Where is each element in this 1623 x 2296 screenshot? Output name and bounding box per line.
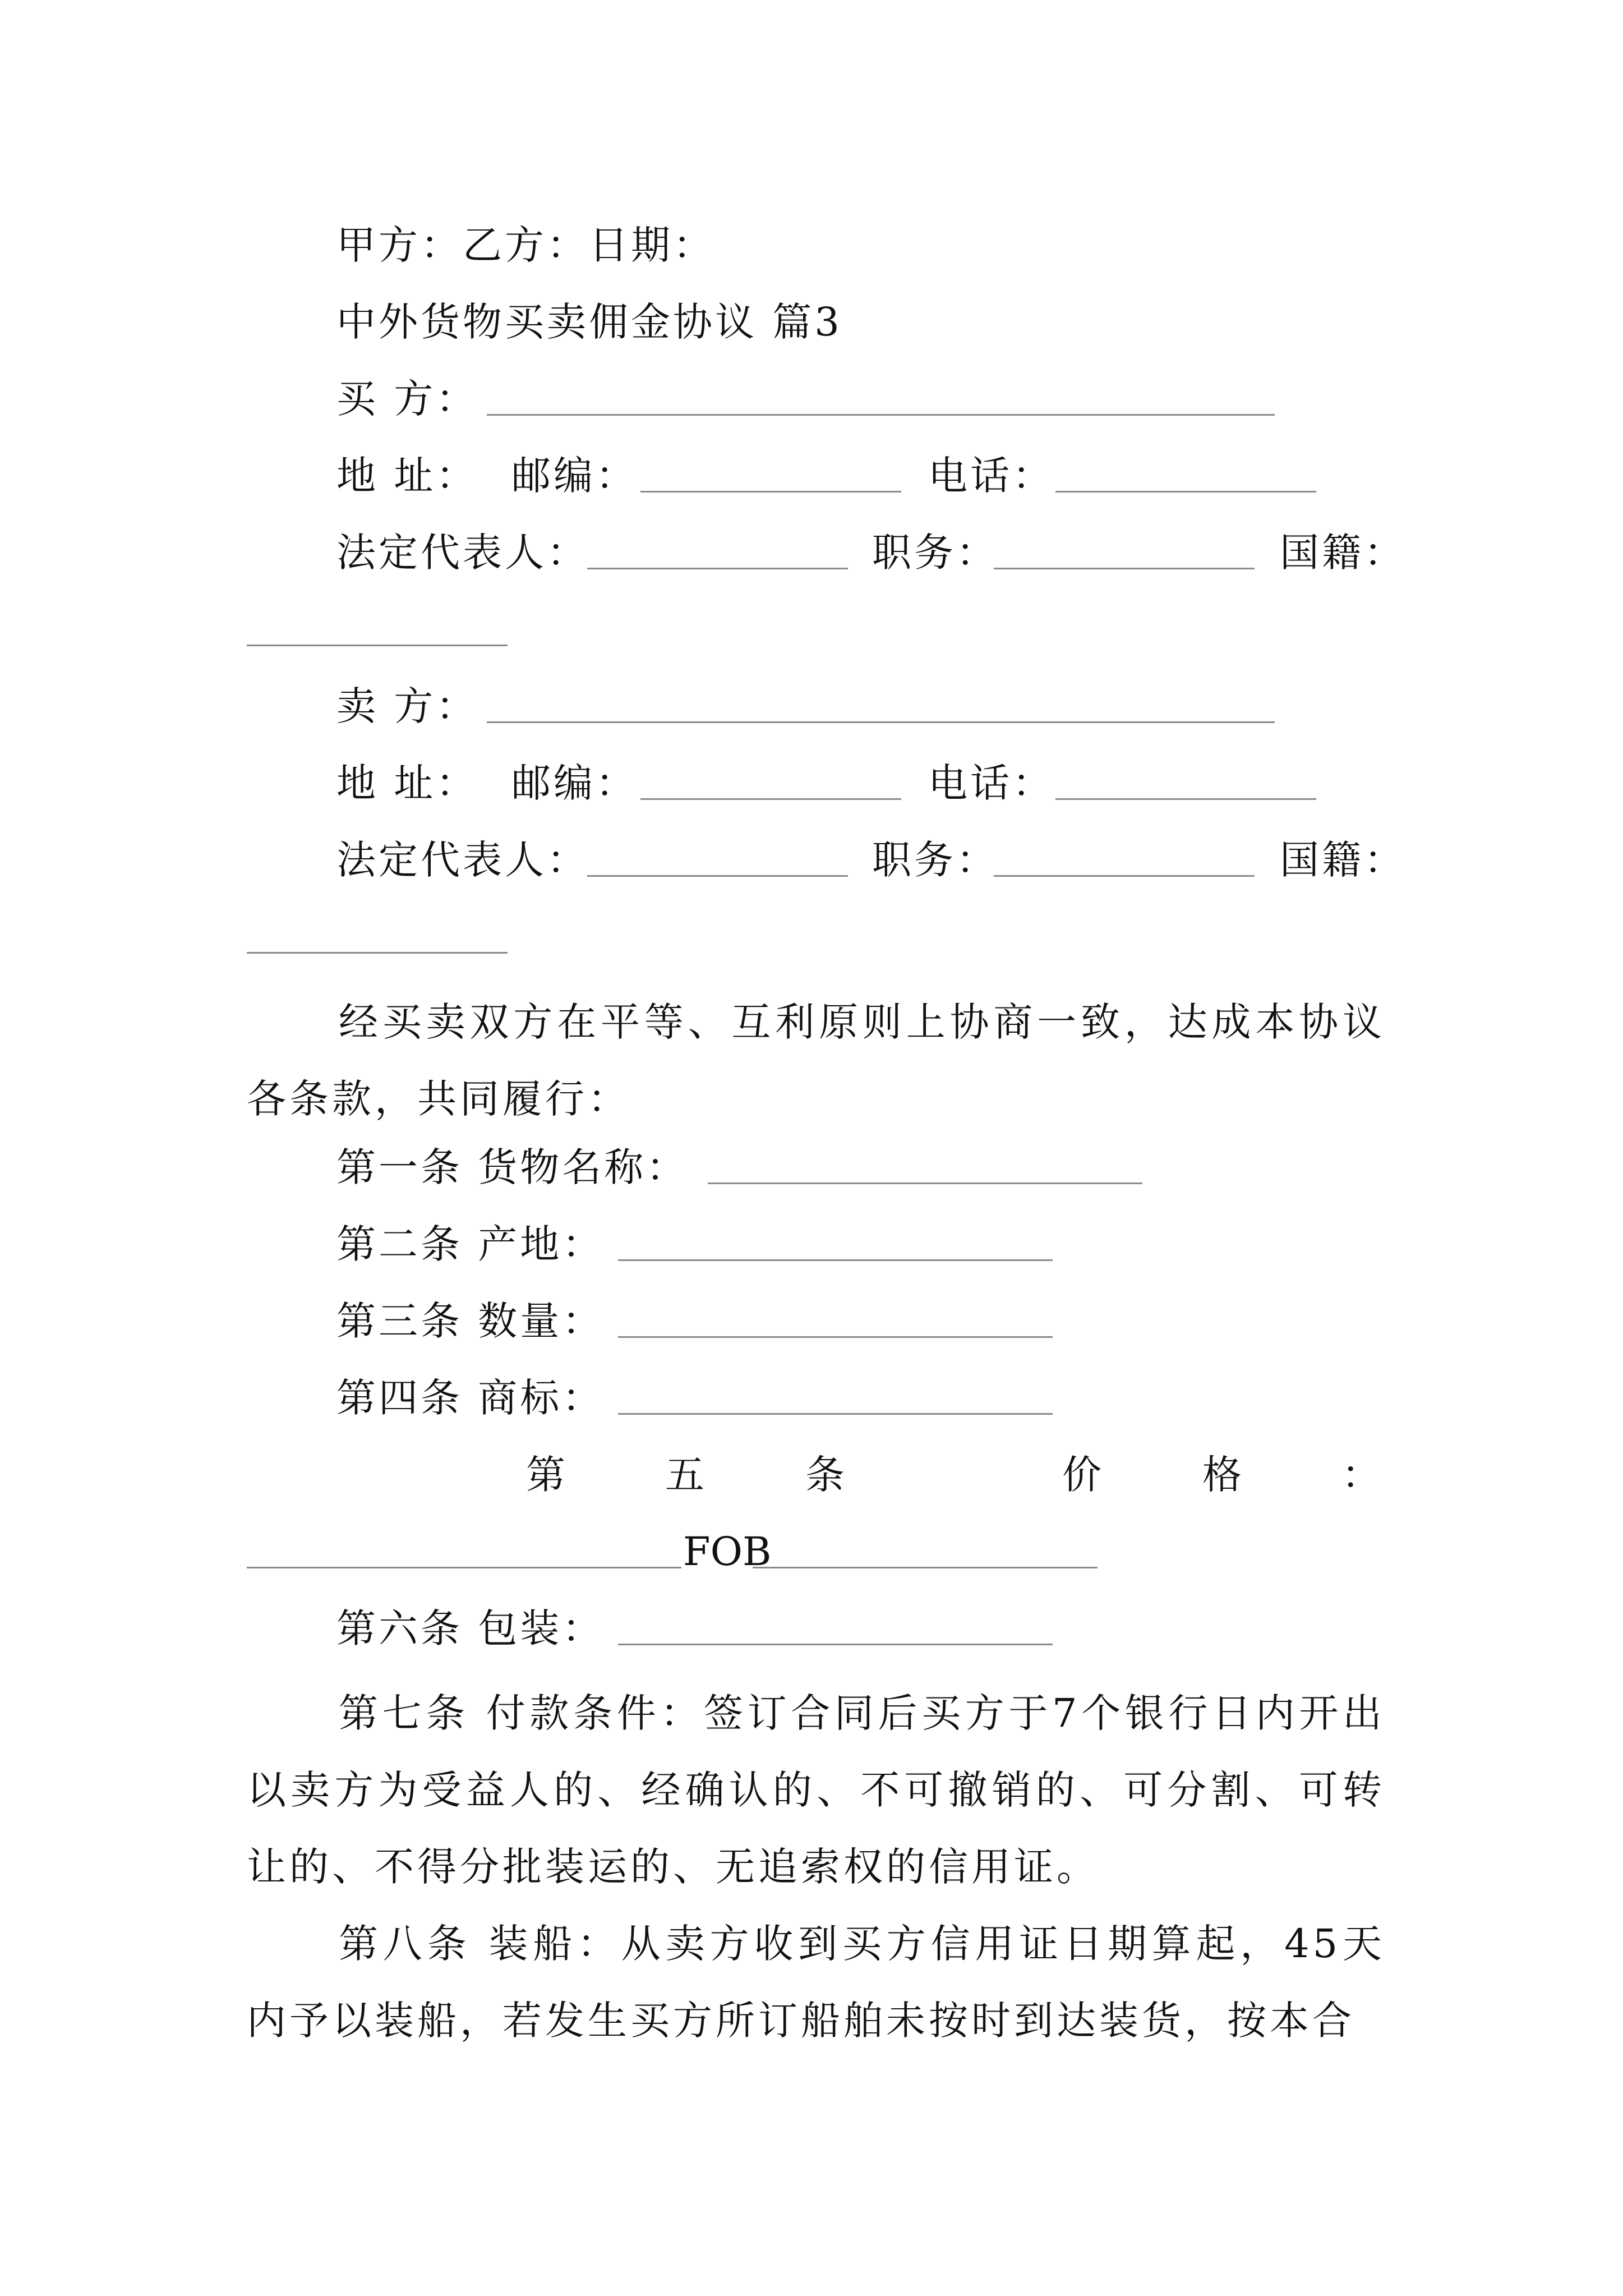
buyer-legal-rep-blank [587,568,848,569]
article-5-char: 价 [1062,1452,1101,1498]
seller-phone-blank [1055,798,1316,800]
seller-nationality-label: 国籍： [1280,837,1406,883]
buyer-phone-label: 电话： [928,453,1054,499]
article-2-blank [618,1259,1053,1261]
buyer-nationality-blank [247,645,508,646]
fob-term: FOB [683,1529,772,1575]
article-6-blank [618,1644,1053,1645]
article-5-char: 条 [805,1452,845,1498]
article-5-char: ： [1341,1452,1381,1498]
party-a-label: 甲方： [336,222,463,268]
article-1-blank [708,1182,1142,1184]
buyer-position-blank [994,568,1255,569]
article-6-label: 第六条 包装： [336,1605,605,1651]
article-5-char: 格 [1202,1452,1242,1498]
article-4-label: 第四条 商标： [336,1375,605,1421]
seller-phone-label: 电话： [928,760,1054,806]
buyer-position-label: 职务： [872,530,998,576]
intro-paragraph: 经买卖双方在平等、互利原则上协商一致，达成本协议各条款，共同履行： [247,999,1385,1122]
party-b-label: 乙方： [463,222,589,268]
article-3-label: 第三条 数量： [336,1298,605,1344]
article-1-label: 第一条 货物名称： [336,1144,689,1190]
seller-position-label: 职务： [872,837,998,883]
article-5-char: 第 [526,1452,565,1498]
buyer-phone-blank [1055,491,1316,493]
article-5-price-blank [247,1567,681,1568]
article-4-blank [618,1413,1053,1415]
buyer-legal-rep-label: 法定代表人： [336,530,589,576]
seller-legal-rep-blank [587,875,848,877]
seller-position-blank [994,875,1255,877]
buyer-name-blank [487,414,1275,416]
seller-name-blank [487,721,1275,723]
seller-postcode-label: 邮编： [511,760,638,806]
article-3-blank [618,1336,1053,1338]
seller-postcode-blank [640,798,901,800]
article-5-port-blank [753,1567,1098,1568]
seller-label: 卖 方： [336,683,478,729]
article-7-paragraph: 第七条 付款条件：签订合同后买方于7个银行日内开出以卖方为受益人的、经确认的、不可撤销的、可分割、可转让的、不得分批装运的、无追索权的信用证。 [247,1690,1385,1890]
buyer-postcode-blank [640,491,901,493]
article-2-label: 第二条 产地： [336,1221,605,1267]
date-label: 日期： [589,222,715,268]
article-5-char: 五 [665,1452,704,1498]
seller-nationality-blank [247,952,508,954]
signature-header-line [336,219,715,271]
buyer-address-label: 地 址： [336,453,478,499]
agreement-title: 中外货物买卖佣金协议 篇3 [336,299,842,345]
buyer-postcode-label: 邮编： [511,453,638,499]
seller-address-label: 地 址： [336,760,478,806]
buyer-nationality-label: 国籍： [1280,530,1406,576]
seller-legal-rep-label: 法定代表人： [336,837,589,883]
buyer-label: 买 方： [336,376,478,422]
article-8-paragraph: 第八条 装船：从卖方收到买方信用证日期算起，45天内予以装船，若发生买方所订船舶未按时到达装货，按本合 [247,1921,1385,2044]
